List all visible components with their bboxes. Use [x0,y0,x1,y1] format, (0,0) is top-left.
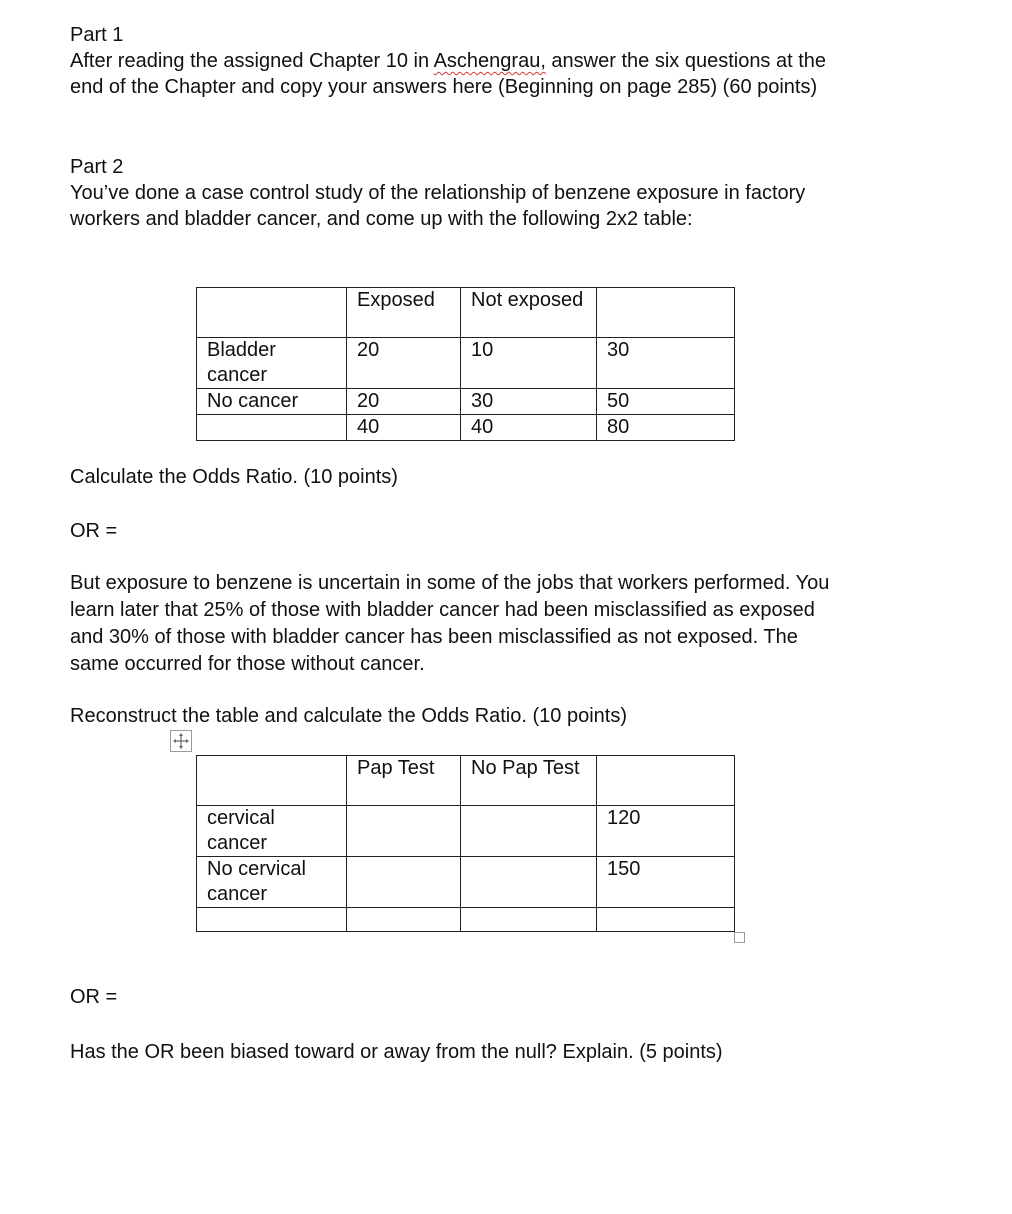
table-cell[interactable] [597,908,735,932]
table-cell[interactable] [197,288,347,338]
part2-heading: Part 2 [70,156,124,178]
table-cell[interactable] [197,415,347,441]
spellcheck-word[interactable]: Aschengrau, [433,50,546,72]
misclassification-paragraph [70,570,930,678]
table-row [197,756,735,806]
or-label-2: OR = [70,986,118,1008]
table-cell[interactable] [347,857,461,908]
table-row [197,908,735,932]
table-cell[interactable]: 50 [597,389,735,415]
move-handle-icon[interactable] [170,730,192,752]
table-cell[interactable]: 20 [347,338,461,389]
table-cell[interactable]: Exposed [347,288,461,338]
table-cell[interactable]: 120 [597,806,735,857]
table-row [197,338,735,389]
bias-question: Has the OR been biased toward or away from the null? Explain. (5 points) [70,1041,723,1063]
table-cell[interactable]: 10 [461,338,597,389]
misclassification-line: same occurred for those without cancer. [70,653,425,675]
table-cell[interactable]: Bladder cancer [197,338,347,389]
table-cell[interactable] [461,908,597,932]
or-label-1: OR = [70,520,118,542]
table-row [197,288,735,338]
table-row [197,389,735,415]
table-row [197,806,735,857]
part1-line1: After reading the assigned Chapter 10 in Aschengrau, answer the six questions at the [70,50,827,72]
table-cell[interactable]: cervical cancer [197,806,347,857]
table-cell[interactable]: 150 [597,857,735,908]
part1-section [70,22,930,100]
calc-prompt: Calculate the Odds Ratio. (10 points) [70,466,398,488]
table-cell[interactable] [461,806,597,857]
table-cell[interactable] [461,857,597,908]
table-cell[interactable]: 30 [597,338,735,389]
table-cell[interactable] [347,806,461,857]
table-cell[interactable]: No Pap Test [461,756,597,806]
table-cell[interactable]: 80 [597,415,735,441]
resize-handle-icon[interactable] [734,932,745,943]
pap-test-table[interactable] [196,755,735,932]
table-cell[interactable]: Pap Test [347,756,461,806]
table-cell[interactable] [197,908,347,932]
table-row [197,415,735,441]
part2-line2: workers and bladder cancer, and come up with the following 2x2 table: [70,208,693,230]
table-cell[interactable] [347,908,461,932]
part1-line2: end of the Chapter and copy your answers here (Beginning on page 285) (60 points) [70,76,818,98]
table-cell[interactable] [597,288,735,338]
reconstruct-prompt: Reconstruct the table and calculate the Odds Ratio. (10 points) [70,705,627,727]
table-cell[interactable]: 40 [347,415,461,441]
table-cell[interactable]: No cancer [197,389,347,415]
table-row [197,857,735,908]
table-cell[interactable]: 30 [461,389,597,415]
table-cell[interactable]: 40 [461,415,597,441]
misclassification-line: learn later that 25% of those with bladder cancer had been misclassified as exposed [70,599,815,621]
table-cell[interactable]: No cervical cancer [197,857,347,908]
part1-heading: Part 1 [70,24,124,46]
part2-section [70,154,930,232]
table-cell[interactable]: Not exposed [461,288,597,338]
table-cell[interactable]: 20 [347,389,461,415]
part2-line1: You’ve done a case control study of the relationship of benzene exposure in factory [70,182,806,204]
misclassification-line: But exposure to benzene is uncertain in some of the jobs that workers performed. You [70,572,830,594]
misclassification-line: and 30% of those with bladder cancer has been misclassified as not exposed. The [70,626,798,648]
table-cell[interactable] [197,756,347,806]
table-cell[interactable] [597,756,735,806]
benzene-table[interactable] [196,287,735,441]
